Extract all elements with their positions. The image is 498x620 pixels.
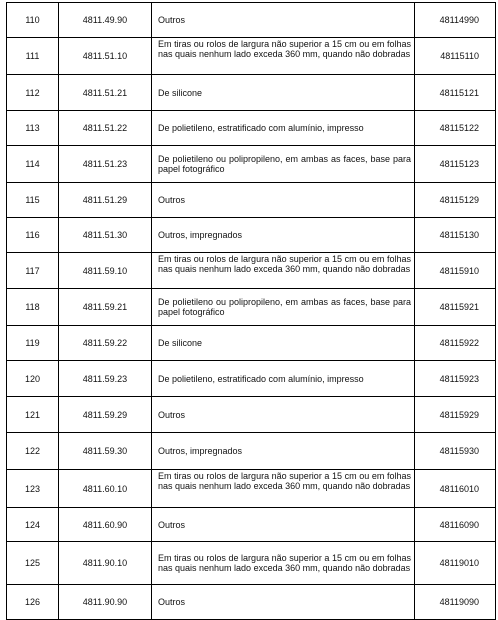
- item-number-cell: 121: [7, 397, 59, 433]
- reference-code-cell: 48115129: [415, 183, 496, 218]
- table-row: [7, 326, 496, 361]
- item-number-cell: 124: [7, 508, 59, 542]
- ncm-code-cell: 4811.59.29: [59, 397, 152, 433]
- item-number-cell: 118: [7, 289, 59, 326]
- description-cell: Em tiras ou rolos de largura não superior a 15 cm ou em folhas nas quais nenhum lado exceda 360 mm, quando não dobradas: [152, 253, 415, 289]
- item-number-cell: 120: [7, 361, 59, 397]
- reference-code-cell: 48115110: [415, 38, 496, 75]
- reference-code-cell: 48115121: [415, 75, 496, 111]
- table-row: [7, 361, 496, 397]
- ncm-code-cell: 4811.59.10: [59, 253, 152, 289]
- description-cell: De polietileno ou polipropileno, em ambas as faces, base para papel fotográfico: [152, 289, 415, 326]
- table-row: [7, 585, 496, 620]
- description-cell: De silicone: [152, 75, 415, 111]
- ncm-code-cell: 4811.59.21: [59, 289, 152, 326]
- ncm-code-cell: 4811.51.23: [59, 146, 152, 183]
- item-number-cell: 116: [7, 218, 59, 253]
- table-row: [7, 38, 496, 75]
- item-number-cell: 111: [7, 38, 59, 75]
- reference-code-cell: 48115921: [415, 289, 496, 326]
- ncm-code-table: [6, 2, 496, 620]
- item-number-cell: 114: [7, 146, 59, 183]
- ncm-code-cell: 4811.51.10: [59, 38, 152, 75]
- description-cell: Em tiras ou rolos de largura não superior a 15 cm ou em folhas nas quais nenhum lado exceda 360 mm, quando não dobradas: [152, 38, 415, 75]
- description-cell: De polietileno, estratificado com alumínio, impresso: [152, 361, 415, 397]
- reference-code-cell: 48115923: [415, 361, 496, 397]
- table-row: [7, 253, 496, 289]
- description-cell: Em tiras ou rolos de largura não superior a 15 cm ou em folhas nas quais nenhum lado exceda 360 mm, quando não dobradas: [152, 542, 415, 585]
- reference-code-cell: 48115922: [415, 326, 496, 361]
- table-row: [7, 508, 496, 542]
- reference-code-cell: 48115930: [415, 433, 496, 470]
- table-row: [7, 433, 496, 470]
- ncm-code-cell: 4811.60.10: [59, 470, 152, 508]
- reference-code-cell: 48115122: [415, 111, 496, 146]
- ncm-code-cell: 4811.51.29: [59, 183, 152, 218]
- description-cell: De polietileno ou polipropileno, em ambas as faces, base para papel fotográfico: [152, 146, 415, 183]
- reference-code-cell: 48119090: [415, 585, 496, 620]
- reference-code-cell: 48116090: [415, 508, 496, 542]
- table-row: [7, 470, 496, 508]
- item-number-cell: 117: [7, 253, 59, 289]
- item-number-cell: 122: [7, 433, 59, 470]
- reference-code-cell: 48119010: [415, 542, 496, 585]
- table-row: [7, 218, 496, 253]
- ncm-code-cell: 4811.90.10: [59, 542, 152, 585]
- reference-code-cell: 48114990: [415, 3, 496, 38]
- description-cell: Outros: [152, 183, 415, 218]
- description-cell: Outros: [152, 3, 415, 38]
- ncm-code-cell: 4811.49.90: [59, 3, 152, 38]
- table-row: [7, 397, 496, 433]
- description-cell: Outros, impregnados: [152, 218, 415, 253]
- ncm-code-cell: 4811.60.90: [59, 508, 152, 542]
- description-cell: De polietileno, estratificado com alumínio, impresso: [152, 111, 415, 146]
- item-number-cell: 119: [7, 326, 59, 361]
- description-cell: Outros: [152, 508, 415, 542]
- reference-code-cell: 48115929: [415, 397, 496, 433]
- ncm-code-cell: 4811.59.23: [59, 361, 152, 397]
- item-number-cell: 125: [7, 542, 59, 585]
- table-row: [7, 111, 496, 146]
- table-row: [7, 289, 496, 326]
- table-row: [7, 542, 496, 585]
- item-number-cell: 110: [7, 3, 59, 38]
- item-number-cell: 115: [7, 183, 59, 218]
- item-number-cell: 126: [7, 585, 59, 620]
- ncm-code-cell: 4811.51.22: [59, 111, 152, 146]
- description-cell: Outros, impregnados: [152, 433, 415, 470]
- item-number-cell: 123: [7, 470, 59, 508]
- table-row: [7, 75, 496, 111]
- ncm-code-cell: 4811.90.90: [59, 585, 152, 620]
- ncm-code-cell: 4811.51.30: [59, 218, 152, 253]
- item-number-cell: 113: [7, 111, 59, 146]
- description-cell: Em tiras ou rolos de largura não superior a 15 cm ou em folhas nas quais nenhum lado exceda 360 mm, quando não dobradas: [152, 470, 415, 508]
- reference-code-cell: 48115130: [415, 218, 496, 253]
- description-cell: Outros: [152, 397, 415, 433]
- ncm-code-cell: 4811.59.30: [59, 433, 152, 470]
- description-cell: De silicone: [152, 326, 415, 361]
- reference-code-cell: 48115123: [415, 146, 496, 183]
- ncm-code-cell: 4811.51.21: [59, 75, 152, 111]
- table-row: [7, 3, 496, 38]
- item-number-cell: 112: [7, 75, 59, 111]
- reference-code-cell: 48115910: [415, 253, 496, 289]
- table-row: [7, 146, 496, 183]
- description-cell: Outros: [152, 585, 415, 620]
- table-row: [7, 183, 496, 218]
- ncm-code-cell: 4811.59.22: [59, 326, 152, 361]
- reference-code-cell: 48116010: [415, 470, 496, 508]
- document-page: [6, 2, 495, 620]
